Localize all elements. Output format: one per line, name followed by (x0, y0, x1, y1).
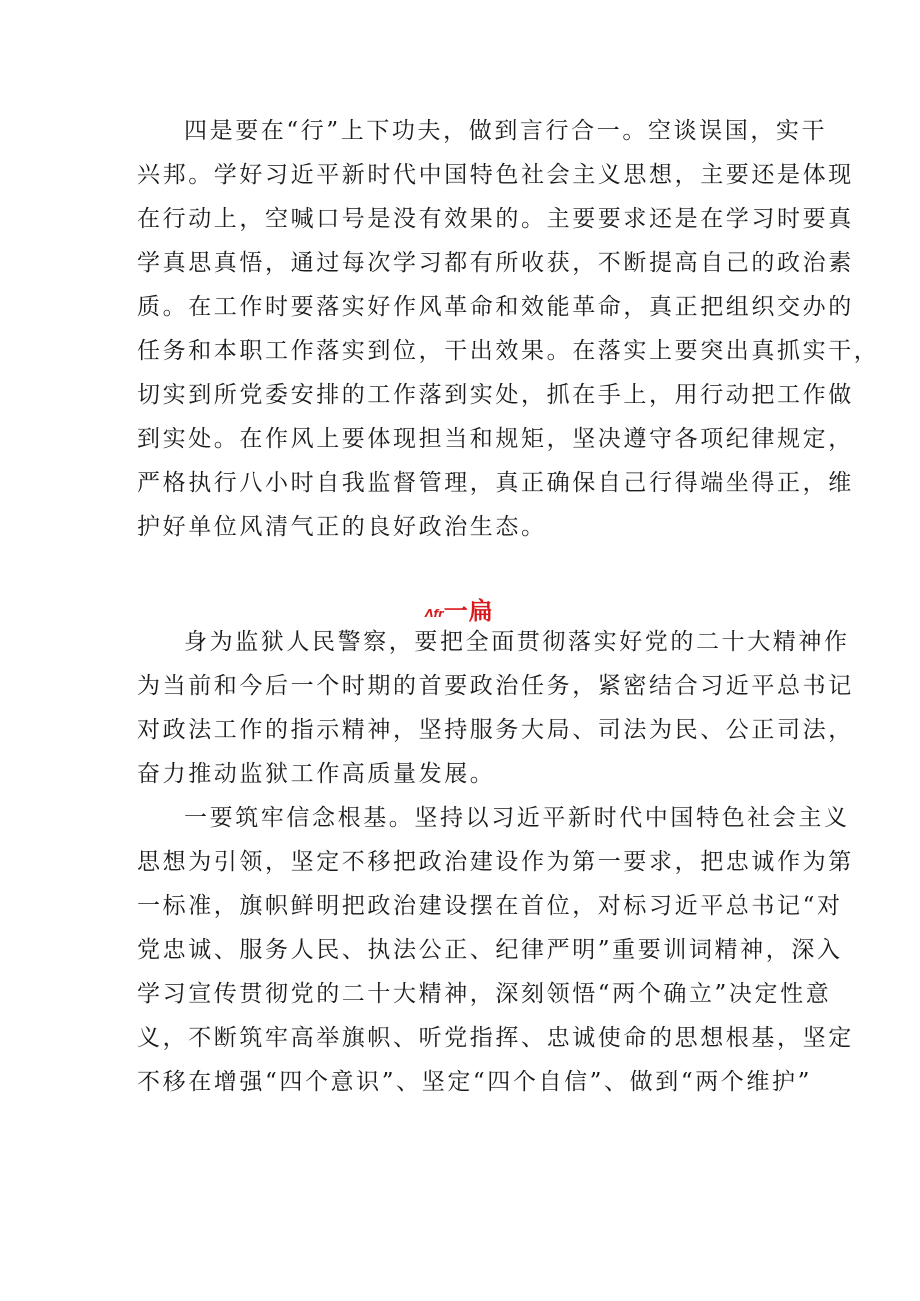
section-heading (425, 591, 494, 626)
paragraph1-line-6: 任务和本职工作落实到位，干出效果。在落实上要突出真抓实干， (137, 338, 880, 364)
paragraph2-line-1: 身为监狱人民警察，要把全面贯彻落实好党的二十大精神作 (184, 629, 850, 655)
paragraph1-line-10: 护好单位风清气正的良好政治生态。 (137, 514, 547, 540)
section-heading-title: 一扁 (443, 597, 494, 625)
paragraph3-line-6: 义，不断筑牢高举旗帜、听党指挥、忠诚使命的思想根基，坚定 (137, 1025, 854, 1051)
paragraph3-line-7: 不移在增强“四个意识”、坚定“四个自信”、做到“两个维护” (137, 1069, 812, 1095)
paragraph3-line-4: 党忠诚、服务人民、执法公正、纪律严明”重要训词精神，深入 (137, 937, 843, 963)
paragraph1-line-3: 在行动上，空喊口号是没有效果的。主要要求还是在学习时要真 (137, 206, 854, 232)
paragraph1-line-4: 学真思真悟，通过每次学习都有所收获，不断提高自己的政治素 (137, 250, 854, 276)
paragraph1-line-2: 兴邦。学好习近平新时代中国特色社会主义思想，主要还是体现 (137, 162, 854, 188)
paragraph3-line-5: 学习宣传贯彻党的二十大精神，深刻领悟“两个确立”决定性意 (137, 981, 832, 1007)
paragraph2-line-4: 奋力推动监狱工作高质量发展。 (137, 761, 496, 787)
paragraph3-line-2: 思想为引领，坚定不移把政治建设作为第一要求，把忠诚作为第 (137, 849, 854, 875)
paragraph3-line-3: 一标准，旗帜鲜明把政治建设摆在首位，对标习近平总书记“对 (137, 893, 843, 919)
paragraph3-line-1: 一要筑牢信念根基。坚持以习近平新时代中国特色社会主义 (184, 805, 850, 831)
paragraph1-line-8: 到实处。在作风上要体现担当和规矩，坚决遵守各项纪律规定， (137, 426, 854, 452)
paragraph1-line-1: 四是要在“行”上下功夫，做到言行合一。空谈误国，实干 (184, 118, 828, 144)
paragraph1-line-9: 严格执行八小时自我监督管理，真正确保自己行得端坐得正，维 (137, 470, 854, 496)
paragraph2-line-3: 对政法工作的指示精神，坚持服务大局、司法为民、公正司法， (137, 717, 854, 743)
paragraph1-line-5: 质。在工作时要落实好作风革命和效能革命，真正把组织交办的 (137, 294, 854, 320)
section-heading-prefix: Λfr (425, 607, 444, 620)
paragraph2-line-2: 为当前和今后一个时期的首要政治任务，紧密结合习近平总书记 (137, 673, 854, 699)
paragraph1-line-7: 切实到所党委安排的工作落到实处，抓在手上，用行动把工作做 (137, 382, 854, 408)
